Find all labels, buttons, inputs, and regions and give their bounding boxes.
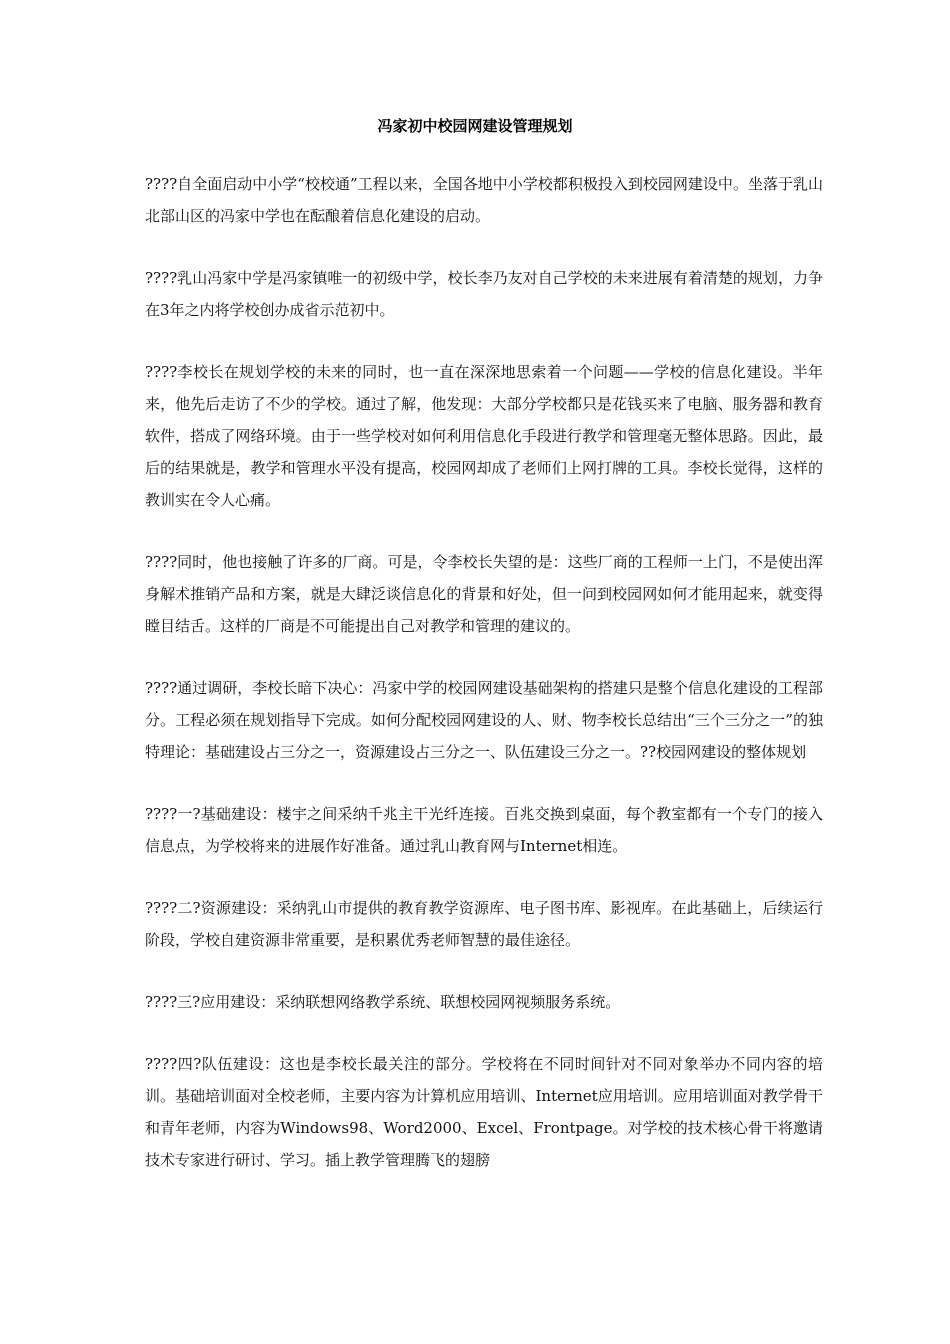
paragraph: ????二?资源建设：采纳乳山市提供的教育教学资源库、电子图书库、影视库。在此基础上，后续运行阶段，学校自建资源非常重要，是积累优秀老师智慧的最佳途径。 (145, 899, 823, 949)
paragraph: ????三?应用建设：采纳联想网络教学系统、联想校园网视频服务系统。 (145, 993, 621, 1011)
document-body (145, 168, 823, 1206)
paragraph: ????同时，他也接触了许多的厂商。可是，令李校长失望的是：这些厂商的工程师一上门，不是使出浑身解术推销产品和方案，就是大肆泛谈信息化的背景和好处，但一问到校园网如何才能用起来，就变得瞠目结舌。这样的厂商是不可能提出自己对教学和管理的建议的。 (145, 553, 823, 635)
paragraph: ????通过调研，李校长暗下决心：冯家中学的校园网建设基础架构的搭建只是整个信息化建设的工程部分。工程必须在规划指导下完成。如何分配校园网建设的人、财、物李校长总结出“三个三分之一”的独特理论：基础建设占三分之一，资源建设占三分之一、队伍建设三分之一。??校园网建设的整体规划 (145, 679, 823, 761)
paragraph: ????四?队伍建设：这也是李校长最关注的部分。学校将在不同时间针对不同对象举办不同内容的培训。基础培训面对全校老师，主要内容为计算机应用培训、Internet应用培训。应用培训面对教学骨干和青年老师，内容为Windows98、Word2000、Excel、Frontpage。对学校的技术核心骨干将邀请技术专家进行研讨、学习。插上教学管理腾飞的翅膀 (145, 1055, 823, 1169)
paragraph: ????一?基础建设：楼宇之间采纳千兆主干光纤连接。百兆交换到桌面，每个教室都有一个专门的接入信息点，为学校将来的进展作好准备。通过乳山教育网与Internet相连。 (145, 805, 823, 855)
document-title: 冯家初中校园网建设管理规划 (377, 117, 573, 135)
paragraph: ????乳山冯家中学是冯家镇唯一的初级中学，校长李乃友对自己学校的未来进展有着清楚的规划，力争在3年之内将学校创办成省示范初中。 (145, 269, 823, 319)
paragraph: ????李校长在规划学校的未来的同时，也一直在深深地思索着一个问题——学校的信息化建设。半年来，他先后走访了不少的学校。通过了解，他发现：大部分学校都只是花钱买来了电脑、服务器和教育软件，搭成了网络环境。由于一些学校对如何利用信息化手段进行教学和管理毫无整体思路。因此，最后的结果就是，教学和管理水平没有提高，校园网却成了老师们上网打牌的工具。李校长觉得，这样的教训实在令人心痛。 (145, 363, 823, 509)
paragraph: ????自全面启动中小学“校校通”工程以来，全国各地中小学校都积极投入到校园网建设中。坐落于乳山北部山区的冯家中学也在酝酿着信息化建设的启动。 (145, 175, 823, 225)
